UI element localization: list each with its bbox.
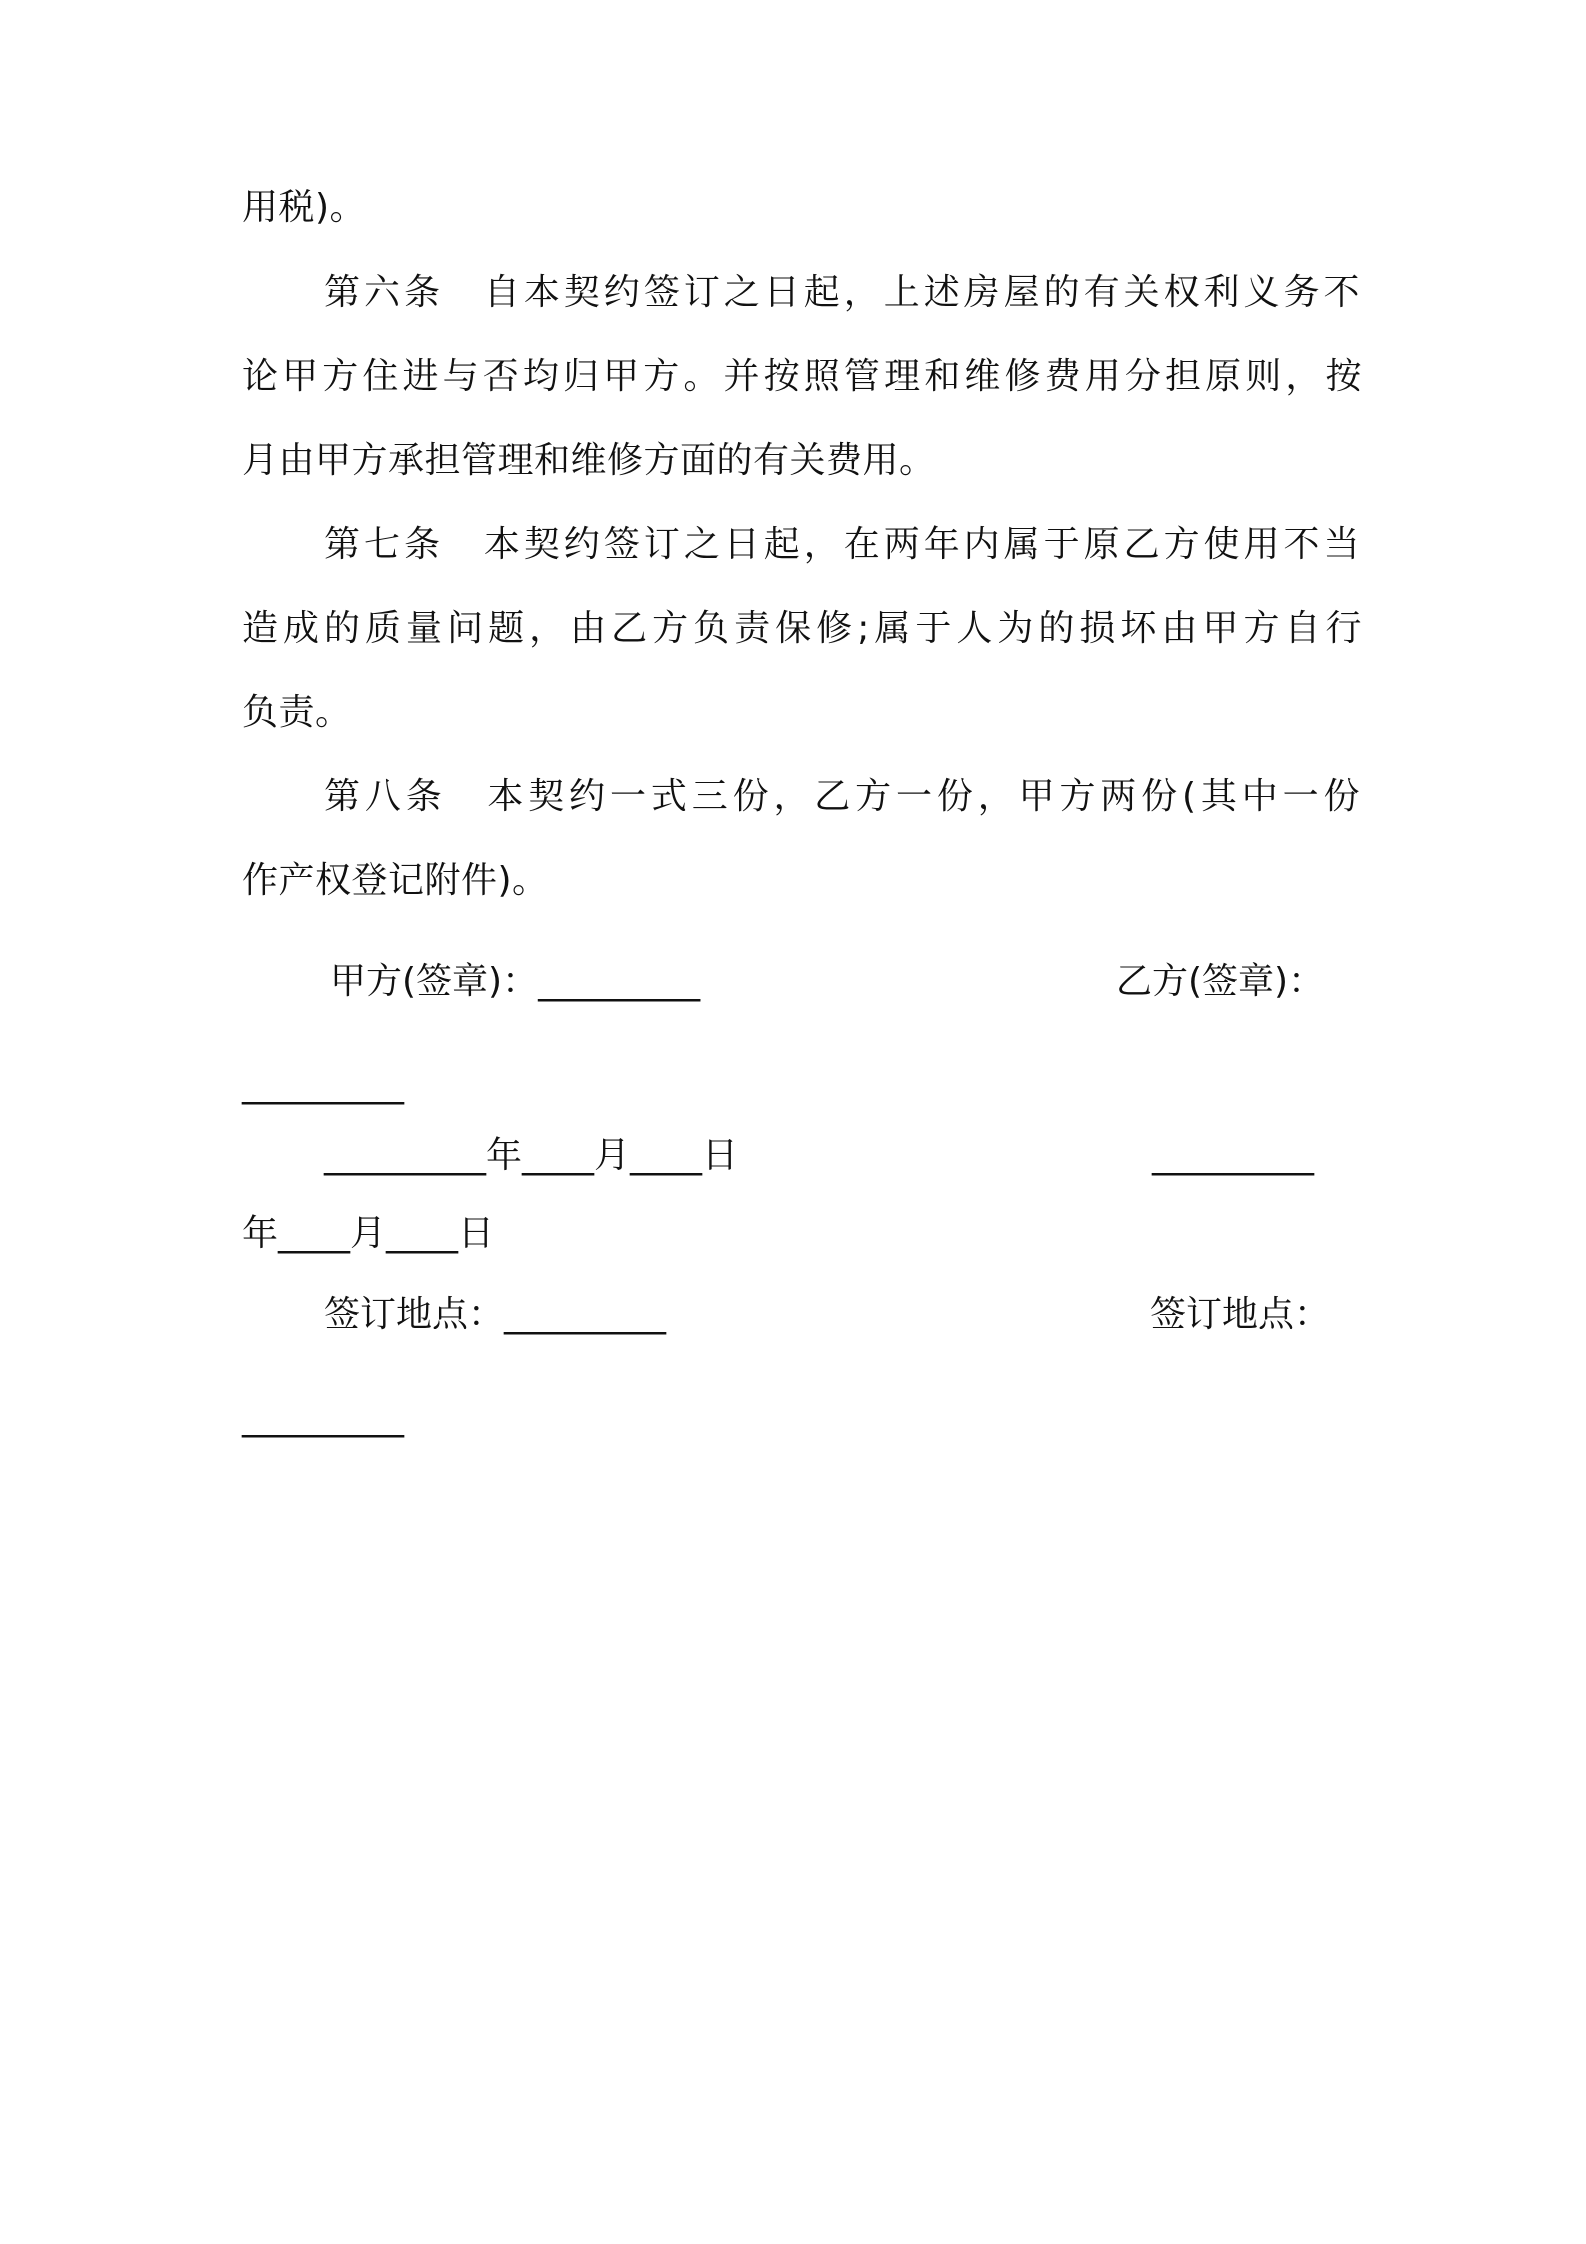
party-a-signature: 甲方(签章)：_________: [330, 961, 701, 1002]
paragraph-line: 造成的质量问题，由乙方负责保修;属于人为的损坏由甲方自行: [242, 608, 1362, 649]
paragraph-line: 负责。: [242, 692, 352, 733]
party-b-place-blank: _________: [242, 1397, 404, 1438]
party-b-signature-blank: _________: [242, 1064, 404, 1105]
paragraph-line: 作产权登记附件)。: [242, 860, 549, 901]
paragraph-line: 论甲方住进与否均归甲方。并按照管理和维修费用分担原则，按: [242, 356, 1362, 397]
paragraph-line: 月由甲方承担管理和维修方面的有关费用。: [242, 440, 936, 481]
article-seven-line: 第七条 本契约签订之日起，在两年内属于原乙方使用不当: [324, 524, 1360, 565]
party-a-date: _________年____月____日: [324, 1135, 738, 1176]
party-a-place: 签订地点：_________: [324, 1294, 667, 1335]
party-b-place-label: 签订地点：: [1150, 1294, 1331, 1335]
party-b-signature-label: 乙方(签章)：: [1116, 961, 1325, 1002]
party-b-date-blank: _________: [1152, 1135, 1314, 1176]
party-b-date: 年____月____日: [242, 1213, 495, 1254]
article-eight-line: 第八条 本契约一式三份，乙方一份，甲方两份(其中一份: [324, 776, 1360, 817]
paragraph-line: 用税)。: [242, 187, 367, 228]
article-six-line: 第六条 自本契约签订之日起，上述房屋的有关权利义务不: [324, 272, 1360, 313]
